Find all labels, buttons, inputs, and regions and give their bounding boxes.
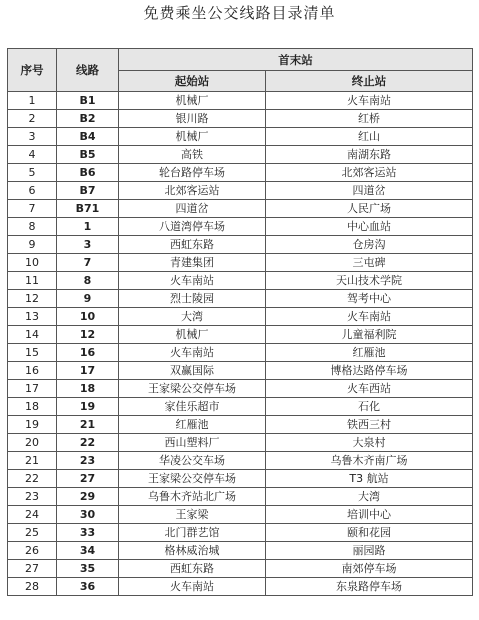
table-row <box>8 290 473 308</box>
cell-start: 四道岔 <box>119 200 266 218</box>
cell-end: T3 航站 <box>266 470 473 488</box>
table-row <box>8 380 473 398</box>
cell-line: 22 <box>57 434 119 452</box>
table-row <box>8 470 473 488</box>
page-title: 免费乘坐公交线路目录清单 <box>143 4 336 22</box>
cell-no: 3 <box>8 128 57 146</box>
cell-no: 27 <box>8 560 57 578</box>
cell-end: 培训中心 <box>266 506 473 524</box>
header-end: 终止站 <box>266 71 473 92</box>
cell-start: 北门群艺馆 <box>119 524 266 542</box>
header-terminals: 首末站 <box>119 49 473 71</box>
cell-line: 21 <box>57 416 119 434</box>
cell-no: 5 <box>8 164 57 182</box>
cell-start: 王家梁 <box>119 506 266 524</box>
table-row <box>8 254 473 272</box>
table-body <box>8 92 473 596</box>
cell-start: 红雁池 <box>119 416 266 434</box>
cell-line: 23 <box>57 452 119 470</box>
table-row <box>8 92 473 110</box>
cell-no: 18 <box>8 398 57 416</box>
cell-end: 红桥 <box>266 110 473 128</box>
table-row <box>8 182 473 200</box>
cell-no: 4 <box>8 146 57 164</box>
cell-no: 23 <box>8 488 57 506</box>
cell-no: 22 <box>8 470 57 488</box>
cell-line: B71 <box>57 200 119 218</box>
cell-start: 王家梁公交停车场 <box>119 380 266 398</box>
table-row <box>8 146 473 164</box>
cell-line: 3 <box>57 236 119 254</box>
table-row <box>8 506 473 524</box>
cell-start: 轮台路停车场 <box>119 164 266 182</box>
table-row <box>8 434 473 452</box>
table-row <box>8 218 473 236</box>
cell-line: B4 <box>57 128 119 146</box>
cell-line: B2 <box>57 110 119 128</box>
cell-line: 9 <box>57 290 119 308</box>
cell-end: 四道岔 <box>266 182 473 200</box>
cell-no: 10 <box>8 254 57 272</box>
cell-start: 火车南站 <box>119 578 266 596</box>
cell-no: 7 <box>8 200 57 218</box>
cell-end: 大泉村 <box>266 434 473 452</box>
cell-start: 银川路 <box>119 110 266 128</box>
cell-end: 石化 <box>266 398 473 416</box>
cell-no: 2 <box>8 110 57 128</box>
cell-end: 火车西站 <box>266 380 473 398</box>
cell-line: 30 <box>57 506 119 524</box>
table-row <box>8 560 473 578</box>
cell-start: 八道湾停车场 <box>119 218 266 236</box>
cell-end: 驾考中心 <box>266 290 473 308</box>
cell-end: 中心血站 <box>266 218 473 236</box>
table-row <box>8 416 473 434</box>
table-row <box>8 398 473 416</box>
cell-start: 烈士陵园 <box>119 290 266 308</box>
header-start: 起始站 <box>119 71 266 92</box>
cell-start: 大湾 <box>119 308 266 326</box>
table-row <box>8 308 473 326</box>
cell-start: 机械厂 <box>119 326 266 344</box>
cell-line: 16 <box>57 344 119 362</box>
cell-start: 乌鲁木齐站北广场 <box>119 488 266 506</box>
cell-start: 火车南站 <box>119 272 266 290</box>
cell-start: 格林威治城 <box>119 542 266 560</box>
table-row <box>8 164 473 182</box>
cell-no: 15 <box>8 344 57 362</box>
cell-no: 6 <box>8 182 57 200</box>
cell-end: 三屯碑 <box>266 254 473 272</box>
cell-no: 26 <box>8 542 57 560</box>
cell-no: 8 <box>8 218 57 236</box>
cell-end: 儿童福利院 <box>266 326 473 344</box>
cell-end: 东泉路停车场 <box>266 578 473 596</box>
cell-start: 青建集团 <box>119 254 266 272</box>
cell-start: 西山塑料厂 <box>119 434 266 452</box>
cell-start: 华凌公交车场 <box>119 452 266 470</box>
cell-line: B7 <box>57 182 119 200</box>
cell-line: B6 <box>57 164 119 182</box>
cell-line: 36 <box>57 578 119 596</box>
table-row <box>8 326 473 344</box>
cell-no: 12 <box>8 290 57 308</box>
cell-start: 高铁 <box>119 146 266 164</box>
cell-start: 西虹东路 <box>119 560 266 578</box>
cell-start: 机械厂 <box>119 92 266 110</box>
cell-end: 人民广场 <box>266 200 473 218</box>
table-row <box>8 488 473 506</box>
cell-end: 火车南站 <box>266 92 473 110</box>
cell-start: 家佳乐超市 <box>119 398 266 416</box>
cell-line: B1 <box>57 92 119 110</box>
header-no: 序号 <box>8 49 57 92</box>
cell-line: 18 <box>57 380 119 398</box>
table-row <box>8 542 473 560</box>
cell-start: 北郊客运站 <box>119 182 266 200</box>
cell-line: 35 <box>57 560 119 578</box>
cell-line: 8 <box>57 272 119 290</box>
cell-start: 机械厂 <box>119 128 266 146</box>
cell-line: 34 <box>57 542 119 560</box>
table-row <box>8 362 473 380</box>
cell-end: 火车南站 <box>266 308 473 326</box>
cell-no: 9 <box>8 236 57 254</box>
cell-end: 仓房沟 <box>266 236 473 254</box>
table-row <box>8 344 473 362</box>
cell-start: 双赢国际 <box>119 362 266 380</box>
cell-end: 北郊客运站 <box>266 164 473 182</box>
cell-line: 27 <box>57 470 119 488</box>
cell-end: 乌鲁木齐南广场 <box>266 452 473 470</box>
cell-no: 21 <box>8 452 57 470</box>
table-row <box>8 236 473 254</box>
cell-line: B5 <box>57 146 119 164</box>
cell-line: 1 <box>57 218 119 236</box>
cell-start: 西虹东路 <box>119 236 266 254</box>
table-row <box>8 524 473 542</box>
routes-table <box>7 48 473 596</box>
cell-no: 14 <box>8 326 57 344</box>
cell-line: 19 <box>57 398 119 416</box>
cell-line: 7 <box>57 254 119 272</box>
cell-start: 火车南站 <box>119 344 266 362</box>
table-row <box>8 578 473 596</box>
cell-no: 28 <box>8 578 57 596</box>
cell-no: 1 <box>8 92 57 110</box>
cell-line: 10 <box>57 308 119 326</box>
cell-end: 南郊停车场 <box>266 560 473 578</box>
cell-no: 11 <box>8 272 57 290</box>
cell-end: 红山 <box>266 128 473 146</box>
table-row <box>8 200 473 218</box>
table-row <box>8 452 473 470</box>
cell-no: 19 <box>8 416 57 434</box>
header-line: 线路 <box>57 49 119 92</box>
cell-end: 铁西三村 <box>266 416 473 434</box>
cell-end: 博格达路停车场 <box>266 362 473 380</box>
cell-line: 17 <box>57 362 119 380</box>
cell-end: 红雁池 <box>266 344 473 362</box>
table-header <box>8 49 473 92</box>
table-row <box>8 110 473 128</box>
cell-end: 丽园路 <box>266 542 473 560</box>
cell-no: 16 <box>8 362 57 380</box>
cell-line: 12 <box>57 326 119 344</box>
cell-no: 17 <box>8 380 57 398</box>
cell-no: 24 <box>8 506 57 524</box>
cell-no: 25 <box>8 524 57 542</box>
cell-line: 29 <box>57 488 119 506</box>
cell-no: 20 <box>8 434 57 452</box>
table-row <box>8 128 473 146</box>
cell-end: 南湖东路 <box>266 146 473 164</box>
cell-end: 大湾 <box>266 488 473 506</box>
cell-line: 33 <box>57 524 119 542</box>
cell-end: 颐和花园 <box>266 524 473 542</box>
cell-end: 天山技术学院 <box>266 272 473 290</box>
cell-start: 王家梁公交停车场 <box>119 470 266 488</box>
table-row <box>8 272 473 290</box>
cell-no: 13 <box>8 308 57 326</box>
